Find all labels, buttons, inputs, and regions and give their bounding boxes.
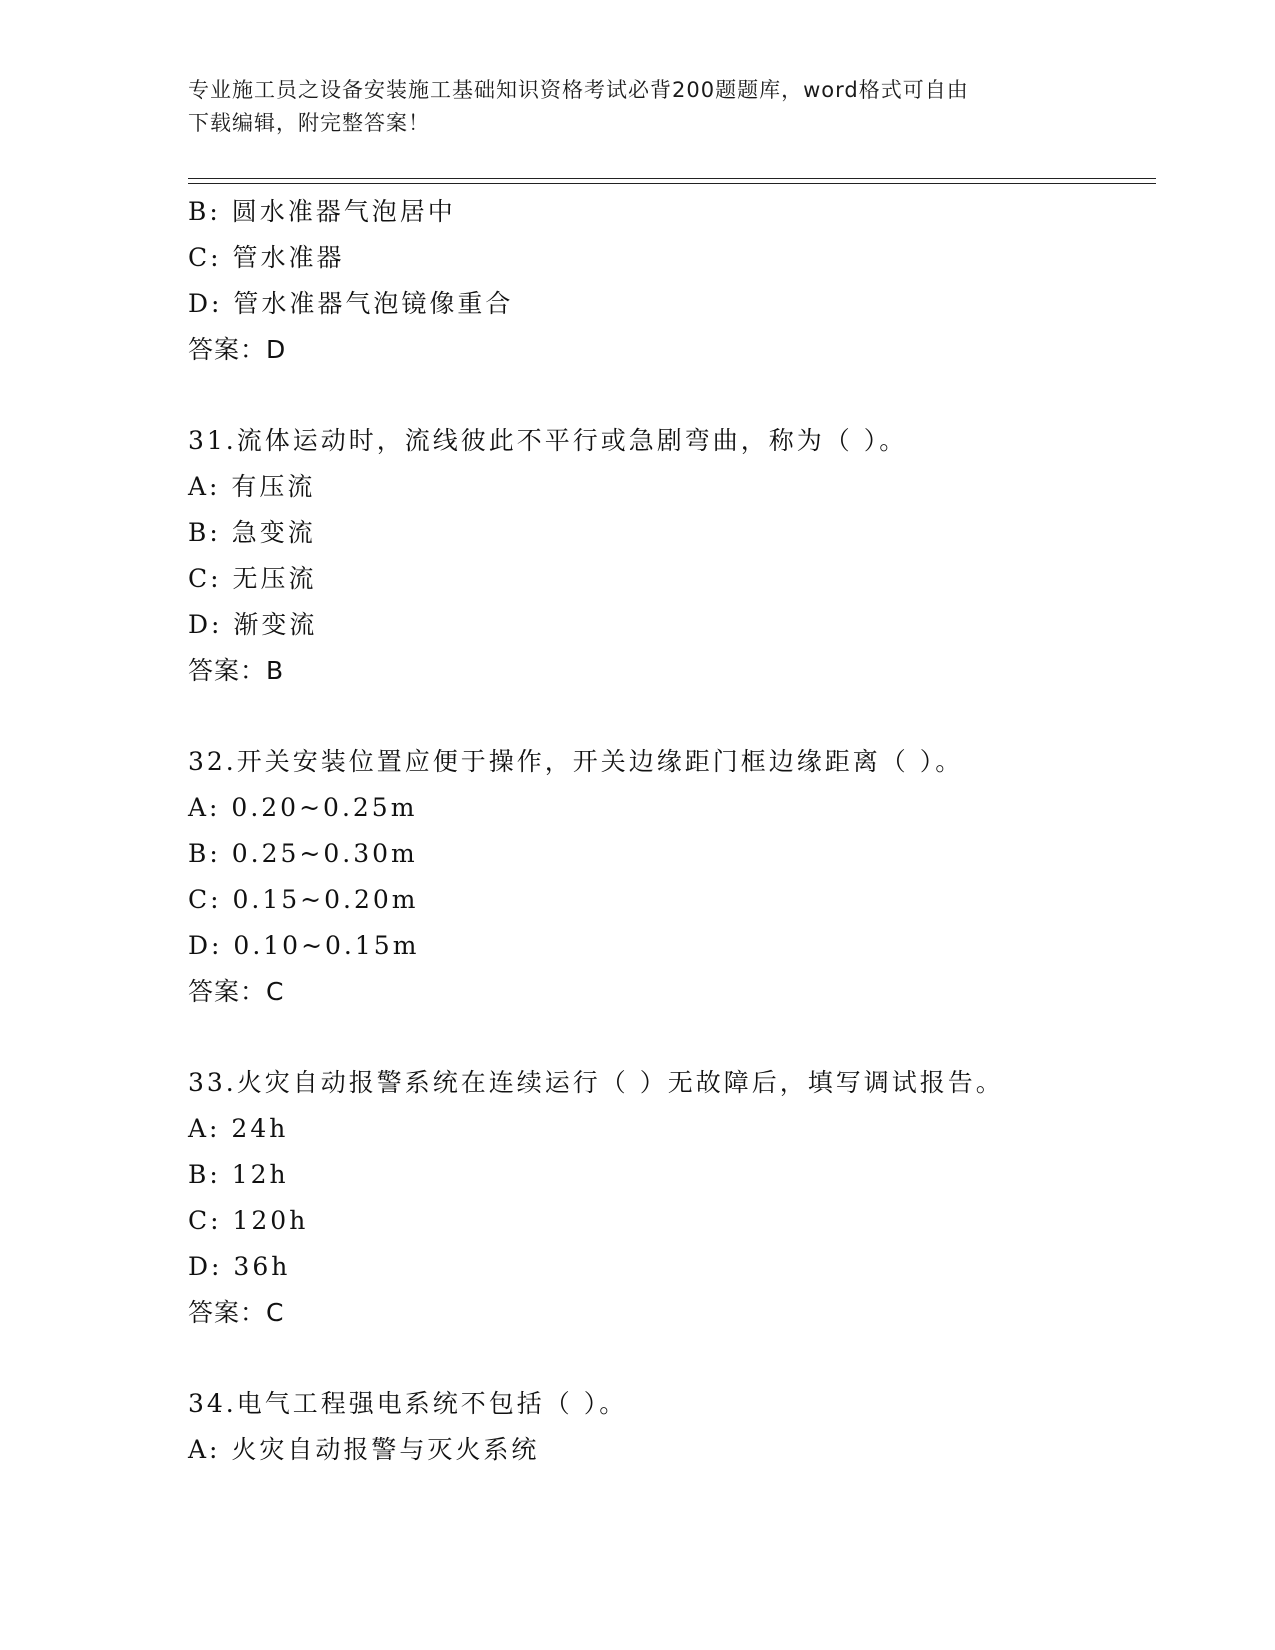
option-b: B: 0.25~0.30m: [188, 839, 418, 868]
document-header: [188, 74, 1088, 140]
question-list: [188, 189, 1156, 1473]
header-line-1: 专业施工员之设备安装施工基础知识资格考试必背200题题库，word格式可自由: [188, 78, 969, 102]
option-b: B: 12h: [188, 1160, 289, 1189]
header-line-2: 下载编辑，附完整答案！: [188, 111, 430, 135]
answer-line: 答案：C: [188, 977, 285, 1006]
question-stem: 33.火灾自动报警系统在连续运行（ ）无故障后，填写调试报告。: [188, 1068, 1004, 1097]
option-a: A: 24h: [188, 1114, 289, 1143]
option-d: D: 36h: [188, 1252, 291, 1281]
option-a: A: 0.20~0.25m: [188, 793, 418, 822]
option-c: C: 无压流: [188, 564, 317, 593]
question-block-30-carryover: [188, 189, 1156, 373]
option-d: D: 渐变流: [188, 610, 318, 639]
option-c: C: 120h: [188, 1206, 309, 1235]
answer-line: 答案：C: [188, 1298, 285, 1327]
header-divider-bottom: [188, 183, 1156, 184]
question-stem: 34.电气工程强电系统不包括（ ）。: [188, 1389, 628, 1418]
option-d: D: 0.10~0.15m: [188, 931, 420, 960]
option-a: A: 火灾自动报警与灭火系统: [188, 1435, 540, 1464]
option-b: B: 圆水准器气泡居中: [188, 197, 456, 226]
question-stem: 32.开关安装位置应便于操作，开关边缘距门框边缘距离（ ）。: [188, 747, 964, 776]
header-divider-top: [188, 178, 1156, 179]
question-block-34: [188, 1381, 1156, 1473]
option-a: A: 有压流: [188, 472, 316, 501]
question-stem: 31.流体运动时，流线彼此不平行或急剧弯曲，称为（ ）。: [188, 426, 908, 455]
option-c: C: 0.15~0.20m: [188, 885, 419, 914]
question-block-33: [188, 1060, 1156, 1336]
answer-line: 答案：B: [188, 656, 285, 685]
answer-line: 答案：D: [188, 335, 287, 364]
question-block-31: [188, 418, 1156, 694]
option-c: C: 管水准器: [188, 243, 345, 272]
option-b: B: 急变流: [188, 518, 316, 547]
question-block-32: [188, 739, 1156, 1015]
option-d: D: 管水准器气泡镜像重合: [188, 289, 514, 318]
